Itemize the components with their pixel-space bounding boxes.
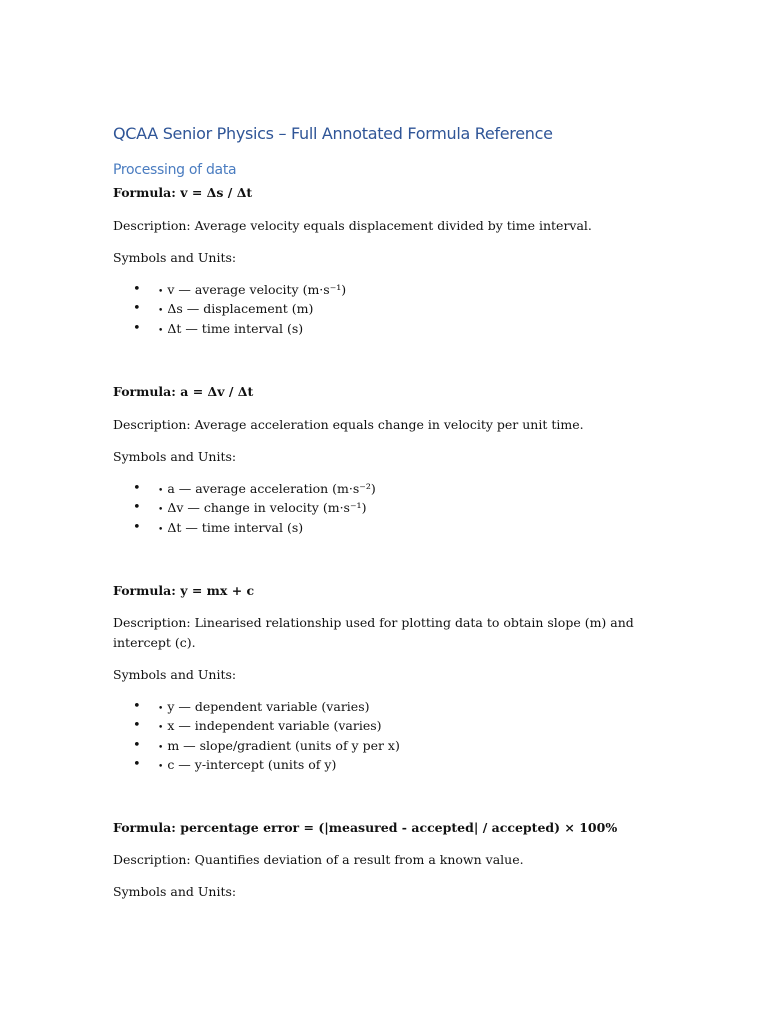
bullet-icon: • bbox=[133, 500, 141, 516]
sub-bullet-icon: • bbox=[158, 742, 164, 753]
bullet-icon: • bbox=[133, 699, 141, 714]
symbol-text: Δs — displacement (m) bbox=[167, 301, 314, 317]
formula-title: Formula: y = mx + c bbox=[113, 583, 255, 598]
list-item bbox=[113, 518, 376, 537]
symbol-text: v — average velocity (m·s⁻¹) bbox=[167, 282, 347, 297]
sub-bullet-icon: • bbox=[158, 287, 164, 297]
sub-bullet-icon: • bbox=[158, 505, 164, 516]
symbols-label: Symbols and Units: bbox=[113, 449, 237, 464]
sub-bullet-icon: • bbox=[158, 704, 164, 714]
sub-bullet-icon: • bbox=[158, 306, 164, 317]
bullet-icon: • bbox=[133, 301, 141, 317]
list-item bbox=[113, 479, 376, 498]
symbol-list bbox=[113, 479, 376, 537]
bullet-icon: • bbox=[133, 519, 141, 535]
symbols-label: Symbols and Units: bbox=[113, 250, 237, 265]
sub-bullet-icon: • bbox=[158, 524, 164, 535]
sub-bullet-icon: • bbox=[158, 761, 164, 772]
symbol-text: y — dependent variable (varies) bbox=[167, 699, 370, 714]
symbols-label: Symbols and Units: bbox=[113, 667, 237, 682]
list-item bbox=[113, 716, 400, 735]
formula-description: Description: Quantifies deviation of a result from a known value. bbox=[113, 852, 524, 867]
formula-title: Formula: a = Δv / Δt bbox=[113, 384, 254, 399]
symbol-text: Δv — change in velocity (m·s⁻¹) bbox=[167, 500, 367, 516]
formula-title: Formula: v = Δs / Δt bbox=[113, 185, 253, 200]
bullet-icon: • bbox=[133, 481, 141, 496]
formula-description: Description: Linearised relationship used for plotting data to obtain slope (m) and intercept (c). bbox=[113, 615, 634, 650]
bullet-icon: • bbox=[133, 320, 141, 336]
list-item bbox=[113, 319, 346, 338]
document-title: QCAA Senior Physics – Full Annotated Formula Reference bbox=[113, 124, 553, 143]
list-item bbox=[113, 736, 400, 755]
formula-title: Formula: percentage error = (|measured - accepted| / accepted) × 100% bbox=[113, 820, 618, 835]
symbols-label: Symbols and Units: bbox=[113, 884, 237, 899]
symbol-text: m — slope/gradient (units of y per x) bbox=[167, 737, 400, 753]
list-item bbox=[113, 755, 400, 774]
bullet-icon: • bbox=[133, 718, 141, 734]
list-item bbox=[113, 697, 400, 716]
section-heading: Processing of data bbox=[113, 162, 237, 178]
symbol-text: Δt — time interval (s) bbox=[167, 320, 304, 336]
symbol-text: Δt — time interval (s) bbox=[167, 519, 304, 535]
formula-description: Description: Average acceleration equals change in velocity per unit time. bbox=[113, 417, 584, 432]
bullet-icon: • bbox=[133, 737, 141, 753]
symbol-text: a — average acceleration (m·s⁻²) bbox=[167, 481, 376, 496]
formula-description: Description: Average velocity equals displacement divided by time interval. bbox=[113, 218, 592, 233]
symbol-text: x — independent variable (varies) bbox=[167, 718, 382, 734]
sub-bullet-icon: • bbox=[158, 325, 164, 336]
bullet-icon: • bbox=[133, 282, 141, 297]
sub-bullet-icon: • bbox=[158, 723, 164, 734]
bullet-icon: • bbox=[133, 756, 141, 772]
sub-bullet-icon: • bbox=[158, 486, 164, 496]
list-item bbox=[113, 498, 376, 517]
symbol-text: c — y-intercept (units of y) bbox=[167, 756, 337, 772]
list-item bbox=[113, 299, 346, 318]
symbol-list bbox=[113, 697, 400, 774]
list-item bbox=[113, 280, 346, 299]
symbol-list bbox=[113, 280, 346, 338]
